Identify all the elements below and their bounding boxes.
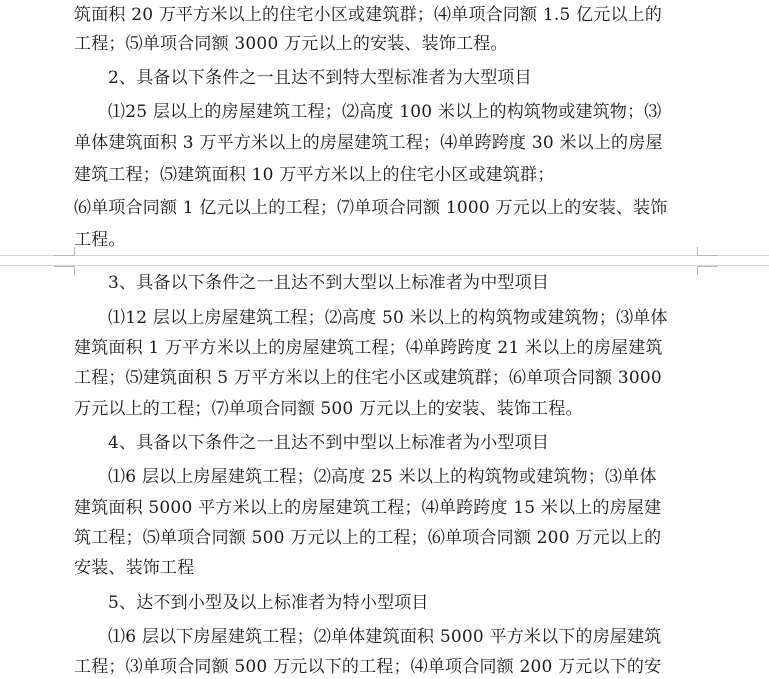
- section-heading-4: 4、具备以下条件之一且达不到中型以上标准者为小型项目: [108, 433, 550, 453]
- page-corner-mark: [54, 247, 75, 256]
- page-break-line: [0, 265, 769, 266]
- text-line: ⑴6 层以下房屋建筑工程；⑵单体建筑面积 5000 平方米以下的房屋建筑: [108, 627, 662, 647]
- text-line: 工程；⑸单项合同额 3000 万元以上的安装、装饰工程。: [74, 34, 508, 54]
- text-line: 万元以上的工程；⑺单项合同额 500 万元以上的安装、装饰工程。: [74, 399, 583, 419]
- text-line: 单体建筑面积 3 万平方米以上的房屋建筑工程；⑷单跨跨度 30 米以上的房屋: [74, 133, 663, 153]
- text-line: 建筑工程；⑸建筑面积 10 万平方米以上的住宅小区或建筑群；: [74, 165, 555, 185]
- text-line: 工程；⑶单项合同额 500 万元以下的工程；⑷单项合同额 200 万元以下的安: [74, 657, 662, 677]
- text-line: ⑴6 层以上房屋建筑工程；⑵高度 25 米以上的构筑物或建筑物；⑶单体: [108, 467, 657, 487]
- section-heading-3: 3、具备以下条件之一且达不到大型以上标准者为中型项目: [108, 273, 550, 293]
- text-line: ⑴12 层以上房屋建筑工程；⑵高度 50 米以上的构筑物或建筑物；⑶单体: [108, 308, 668, 328]
- page-corner-mark: [54, 266, 75, 275]
- page-corner-mark: [697, 247, 718, 256]
- section-heading-5: 5、达不到小型及以上标准者为特小型项目: [108, 593, 429, 613]
- text-line: 工程；⑸建筑面积 5 万平方米以上的住宅小区或建筑群；⑹单项合同额 3000: [74, 368, 662, 388]
- text-line: 建筑面积 5000 平方米以上的房屋建筑工程；⑷单跨跨度 15 米以上的房屋建: [74, 498, 662, 518]
- section-heading-2: 2、具备以下条件之一且达不到特大型标准者为大型项目: [108, 68, 532, 88]
- text-line: ⑹单项合同额 1 亿元以上的工程；⑺单项合同额 1000 万元以上的安装、装饰: [74, 198, 668, 218]
- page-break: [0, 255, 769, 265]
- text-line: 筑工程；⑸单项合同额 500 万元以上的工程；⑹单项合同额 200 万元以上的: [74, 528, 662, 548]
- text-line: 工程。: [74, 230, 126, 250]
- page-corner-mark: [697, 266, 718, 275]
- text-line: 安装、装饰工程: [74, 558, 195, 578]
- page-break-line: [0, 255, 769, 256]
- text-line: ⑴25 层以上的房屋建筑工程；⑵高度 100 米以上的构筑物或建筑物；⑶: [108, 102, 662, 122]
- text-line: 筑面积 20 万平方米以上的住宅小区或建筑群；⑷单项合同额 1.5 亿元以上的: [74, 5, 663, 25]
- text-line: 建筑面积 1 万平方米以上的房屋建筑工程；⑷单跨跨度 21 米以上的房屋建筑: [74, 338, 663, 358]
